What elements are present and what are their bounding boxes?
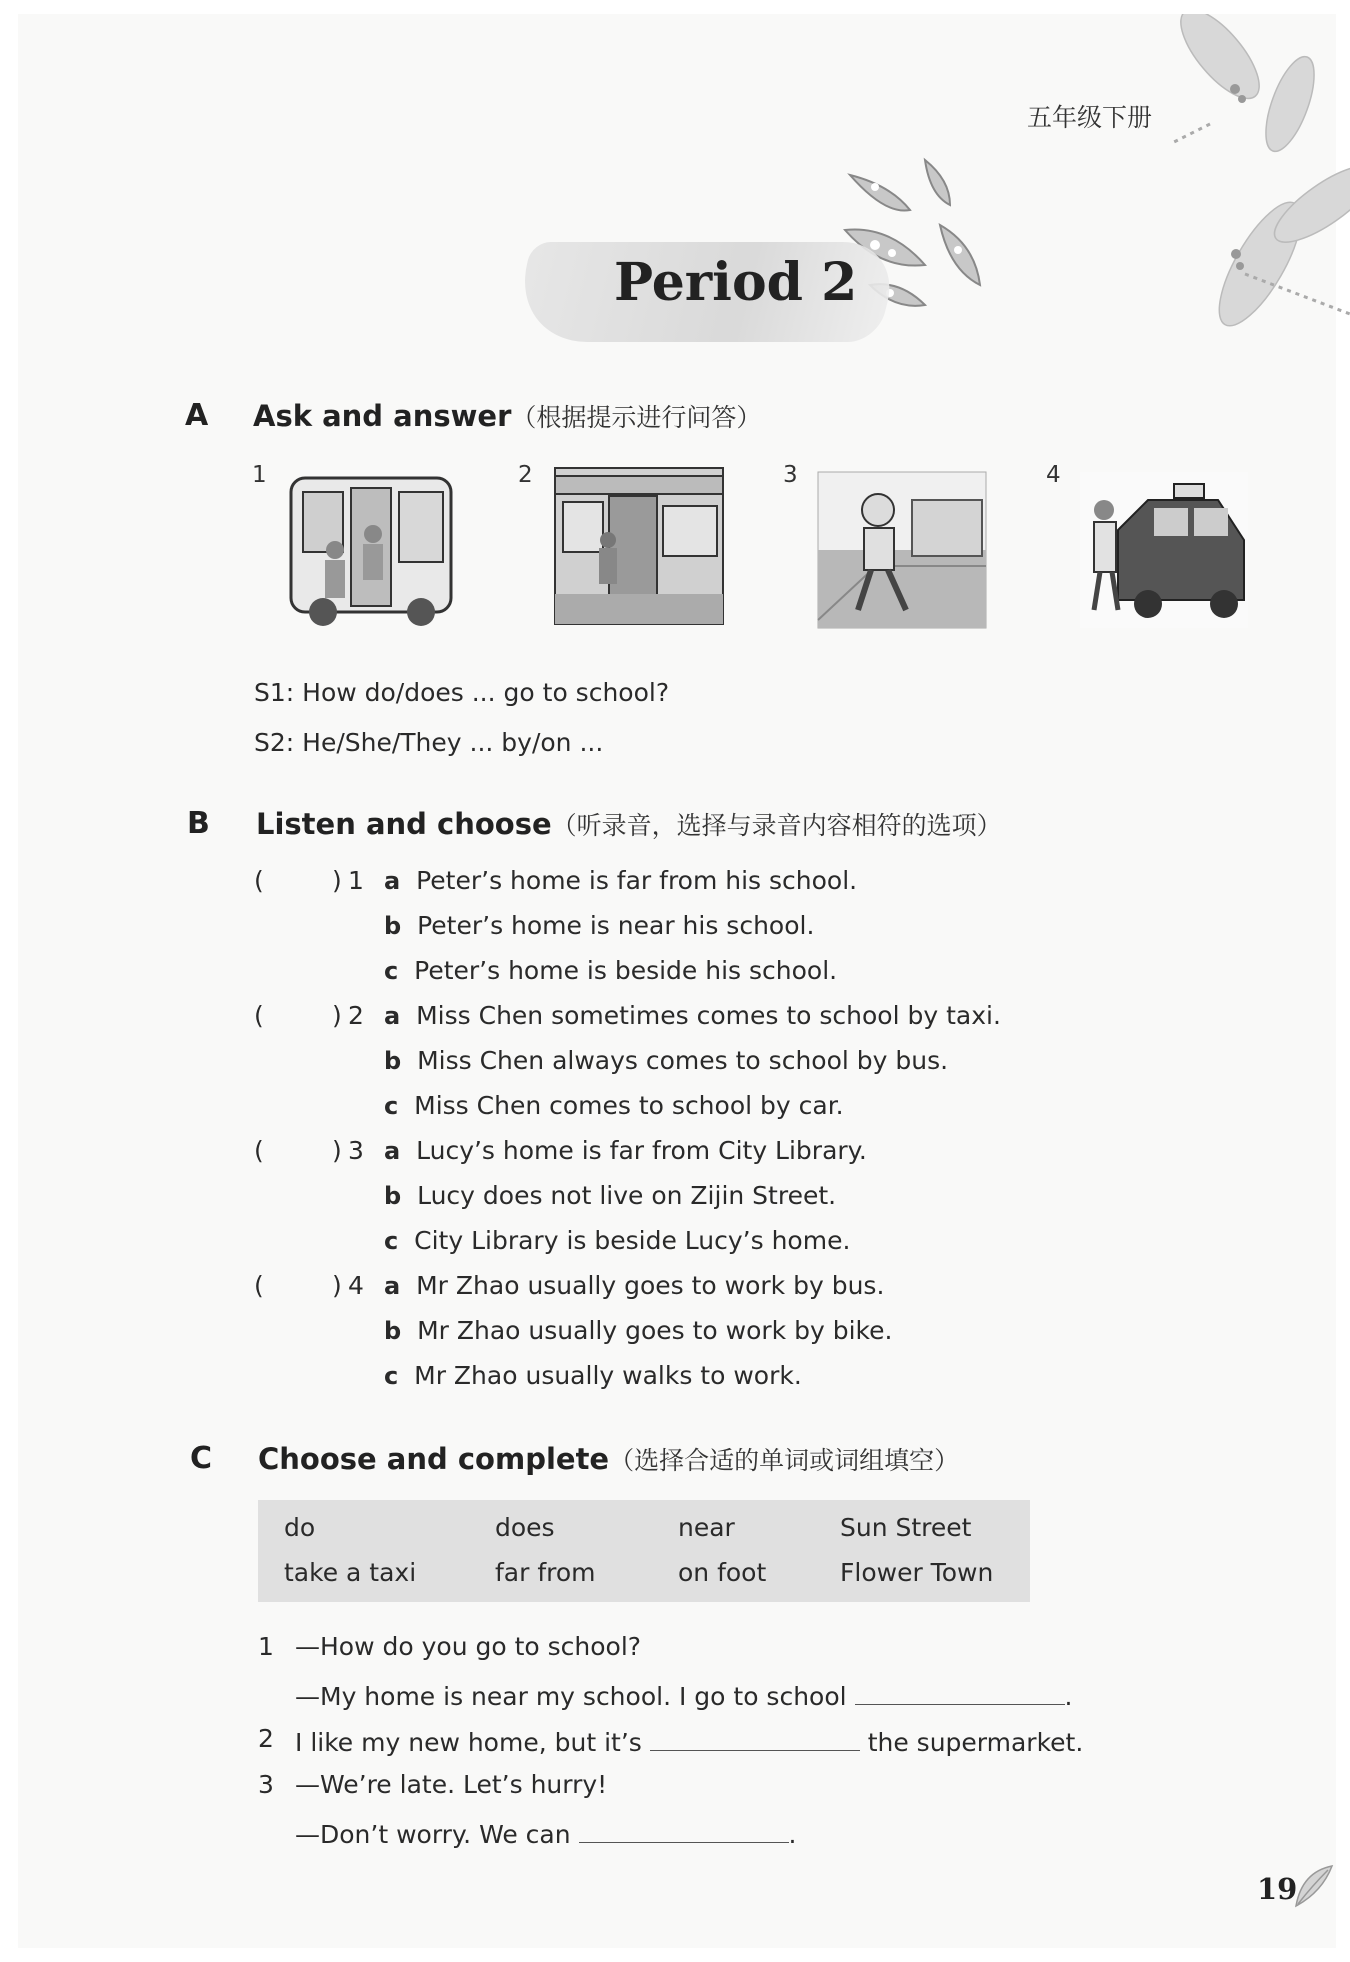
option-letter: c [384,1362,399,1390]
section-c-title [258,1441,959,1477]
item-text: the supermarket. [867,1728,1084,1757]
word-bank-item: far from [495,1558,596,1587]
answer-paren-open[interactable]: ( [254,1001,264,1030]
picture-number: 3 [783,462,798,488]
word-bank-item: does [495,1513,555,1542]
answer-paren-open[interactable]: ( [254,1271,264,1300]
option-row [384,1136,867,1165]
option-letter: b [384,912,402,940]
dialogue-line-s2: S2: He/She/They ... by/on ... [254,728,604,757]
option-text: Mr Zhao usually walks to work. [414,1361,802,1390]
option-row [384,1271,884,1300]
option-row [384,911,814,940]
item-line: —We’re late. Let’s hurry! [295,1770,608,1799]
option-row [384,956,837,985]
option-row [384,1361,802,1390]
question-number: 1 [348,866,364,895]
option-letter: a [384,867,401,895]
option-row [384,1001,1001,1030]
option-letter: b [384,1047,402,1075]
option-row [384,1046,948,1075]
option-text: Miss Chen sometimes comes to school by taxi. [416,1001,1001,1030]
option-letter: b [384,1182,402,1210]
option-row [384,866,857,895]
section-b-title [256,806,1002,842]
option-letter: b [384,1317,402,1345]
option-letter: a [384,1137,401,1165]
option-text: Mr Zhao usually goes to work by bus. [416,1271,885,1300]
bus-boarding-illustration [283,472,455,632]
section-c-letter: C [190,1441,213,1476]
question-number: 4 [348,1271,364,1300]
answer-paren-open[interactable]: ( [254,1136,264,1165]
picture-number: 4 [1046,462,1061,488]
leaf-decoration-icon [1292,1862,1336,1910]
option-text: City Library is beside Lucy’s home. [414,1226,851,1255]
walking-to-school-illustration [816,470,988,630]
picture-number: 2 [518,462,533,488]
section-a-title-en: Ask and answer [253,399,512,433]
option-text: Peter’s home is far from his school. [416,866,858,895]
word-bank-item: near [678,1513,735,1542]
dialogue-line-s1: S1: How do/does ... go to school? [254,678,670,707]
page-number: 19 [1257,1872,1298,1906]
item-number: 1 [258,1632,274,1661]
option-letter: c [384,1092,399,1120]
item-text: —My home is near my school. I go to school [295,1682,847,1711]
section-b-title-cn: （听录音，选择与录音内容相符的选项） [551,811,1002,840]
item-line: —How do you go to school? [295,1632,642,1661]
item-text: . [788,1820,797,1849]
section-a-title [253,398,761,434]
option-text: Miss Chen comes to school by car. [414,1091,844,1120]
option-letter: a [384,1002,401,1030]
section-c-title-cn: （选择合适的单词或词组填空） [609,1446,960,1475]
option-letter: c [384,1227,399,1255]
answer-paren-close: ) [332,1271,342,1300]
answer-paren-close: ) [332,866,342,895]
item-text: —Don’t worry. We can [295,1820,571,1849]
title-banner [520,232,880,344]
option-text: Lucy does not live on Zijin Street. [417,1181,837,1210]
option-row [384,1316,892,1345]
taxi-illustration [1078,470,1250,630]
item-text: . [1064,1682,1073,1711]
page-title: Period 2 [614,252,858,313]
grade-label: 五年级下册 [1027,103,1153,132]
item-number: 3 [258,1770,274,1799]
answer-blank[interactable] [579,1816,789,1843]
option-text: Mr Zhao usually goes to work by bike. [417,1316,893,1345]
section-b-title-en: Listen and choose [256,807,552,841]
item-line [295,1816,796,1849]
answer-paren-open[interactable]: ( [254,866,264,895]
word-bank-item: Sun Street [840,1513,972,1542]
picture-number: 1 [252,462,267,488]
section-b-letter: B [187,806,210,841]
question-number: 2 [348,1001,364,1030]
section-c-title-en: Choose and complete [258,1442,610,1476]
dragonfly-decoration-icon [1150,14,1350,374]
item-text: I like my new home, but it’s [295,1728,642,1757]
option-row [384,1091,844,1120]
word-bank-item: take a taxi [284,1558,417,1587]
option-text: Peter’s home is near his school. [417,911,815,940]
answer-paren-close: ) [332,1001,342,1030]
section-a-letter: A [185,398,209,433]
answer-paren-close: ) [332,1136,342,1165]
answer-blank[interactable] [855,1678,1065,1705]
item-line [295,1724,1083,1757]
item-line [295,1678,1073,1711]
option-row [384,1226,850,1255]
question-number: 3 [348,1136,364,1165]
metro-boarding-illustration [553,466,725,626]
option-text: Lucy’s home is far from City Library. [416,1136,867,1165]
option-letter: c [384,957,399,985]
word-bank-item: Flower Town [840,1558,994,1587]
option-row [384,1181,836,1210]
option-letter: a [384,1272,401,1300]
option-text: Peter’s home is beside his school. [414,956,838,985]
option-text: Miss Chen always comes to school by bus. [417,1046,949,1075]
section-a-title-cn: （根据提示进行问答） [511,403,762,432]
word-bank-item: on foot [678,1558,767,1587]
answer-blank[interactable] [650,1724,860,1751]
item-number: 2 [258,1724,274,1753]
word-bank-item: do [284,1513,316,1542]
